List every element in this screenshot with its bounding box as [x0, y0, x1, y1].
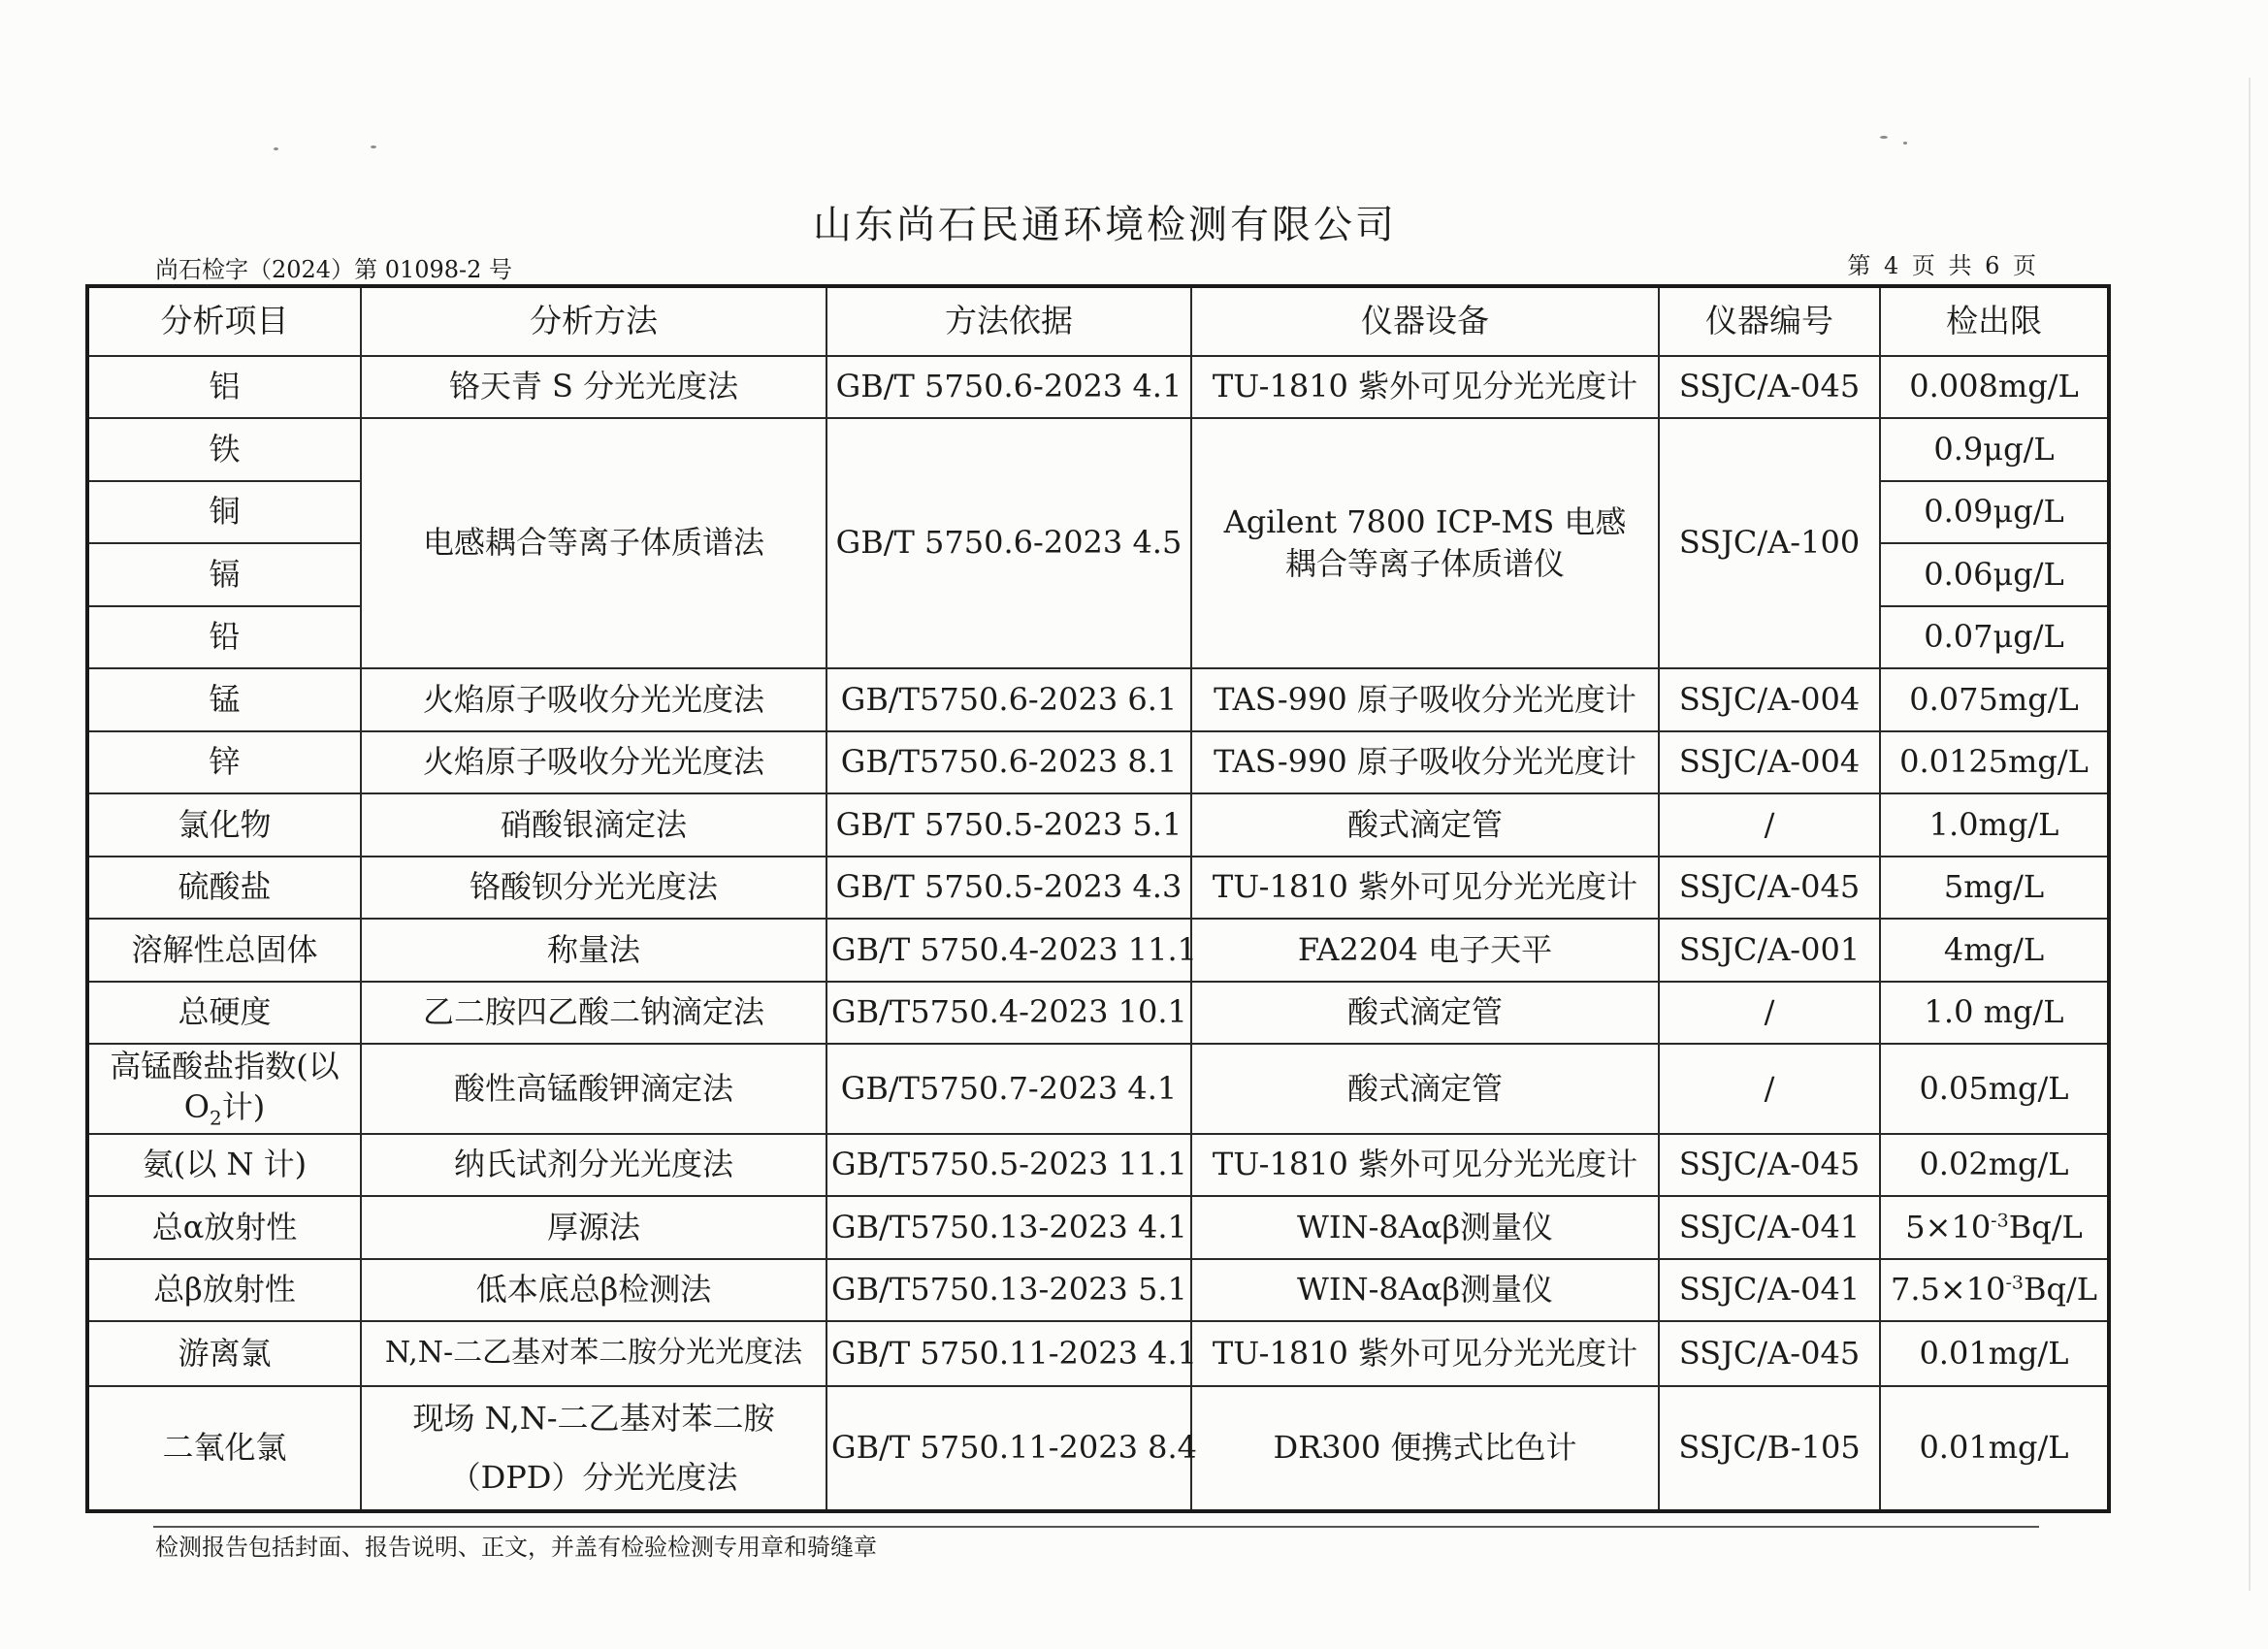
item-line-2: 计): [221, 1088, 266, 1126]
cell-basis: GB/T 5750.6-2023 4.1: [826, 356, 1191, 419]
cell-limit: 0.06μg/L: [1880, 543, 2109, 606]
cell-instrument-id: /: [1659, 982, 1880, 1045]
cell-basis: GB/T 5750.5-2023 5.1: [826, 793, 1191, 857]
cell-method: 称量法: [361, 919, 826, 982]
cell-method: 厚源法: [361, 1196, 826, 1259]
cell-instrument: 酸式滴定管: [1191, 1044, 1659, 1134]
cell-item: 总α放射性: [87, 1196, 361, 1259]
method-line-2: （DPD）分光光度法: [449, 1458, 738, 1496]
table-row: [87, 1321, 2109, 1386]
cell-instrument-id: SSJC/A-004: [1659, 731, 1880, 794]
table-row: [87, 1386, 2109, 1511]
cell-item: 镉: [87, 543, 361, 606]
cell-basis: GB/T 5750.4-2023 11.1: [826, 919, 1191, 982]
cell-item: 铁: [87, 418, 361, 481]
cell-item: 游离氯: [87, 1321, 361, 1386]
cell-instrument: DR300 便携式比色计: [1191, 1386, 1659, 1511]
table-row: [87, 356, 2109, 419]
cell-method: 火焰原子吸收分光光度法: [361, 731, 826, 794]
cell-limit: 0.0125mg/L: [1880, 731, 2109, 794]
cell-item: 溶解性总固体: [87, 919, 361, 982]
cell-basis: GB/T 5750.6-2023 4.5: [826, 418, 1191, 668]
header-instrument: 仪器设备: [1191, 286, 1659, 356]
limit-unit: Bq/L: [2008, 1208, 2083, 1245]
item-subscript: 2: [210, 1106, 222, 1130]
cell-instrument-id: SSJC/A-100: [1659, 418, 1880, 668]
cell-item: 总β放射性: [87, 1259, 361, 1322]
cell-limit: 0.09μg/L: [1880, 481, 2109, 544]
table-row: [87, 857, 2109, 920]
cell-instrument: 酸式滴定管: [1191, 982, 1659, 1045]
header-analysis-item: 分析项目: [87, 286, 361, 356]
cell-instrument: TU-1810 紫外可见分光光度计: [1191, 356, 1659, 419]
report-number: 尚石检字（2024）第 01098-2 号: [155, 256, 513, 283]
cell-instrument: TU-1810 紫外可见分光光度计: [1191, 857, 1659, 920]
cell-basis: GB/T 5750.11-2023 8.4: [826, 1386, 1191, 1511]
cell-method: 铬天青 S 分光光度法: [361, 356, 826, 419]
header-instrument-id: 仪器编号: [1659, 286, 1880, 356]
limit-exponent: -3: [1991, 1210, 2009, 1232]
cell-item: 铜: [87, 481, 361, 544]
cell-instrument: TU-1810 紫外可见分光光度计: [1191, 1321, 1659, 1386]
table-row: [87, 793, 2109, 857]
footer-note: 检测报告包括封面、报告说明、正文，并盖有检验检测专用章和骑缝章: [155, 1534, 877, 1561]
cell-item: 锌: [87, 731, 361, 794]
item-o: O: [183, 1088, 210, 1126]
table-row: [87, 1259, 2109, 1322]
cell-limit: [1880, 1196, 2109, 1259]
cell-limit: 4mg/L: [1880, 919, 2109, 982]
cell-method: 铬酸钡分光光度法: [361, 857, 826, 920]
cell-basis: GB/T5750.5-2023 11.1: [826, 1134, 1191, 1197]
cell-instrument-id: SSJC/A-045: [1659, 1134, 1880, 1197]
cell-item: 铝: [87, 356, 361, 419]
scan-speck: [371, 146, 376, 148]
cell-limit: 0.05mg/L: [1880, 1044, 2109, 1134]
cell-instrument: TAS-990 原子吸收分光光度计: [1191, 731, 1659, 794]
cell-method: 乙二胺四乙酸二钠滴定法: [361, 982, 826, 1045]
scan-speck: [1903, 142, 1907, 145]
cell-instrument-id: /: [1659, 1044, 1880, 1134]
scan-speck: [1880, 136, 1888, 139]
cell-item: 锰: [87, 668, 361, 731]
cell-method: 酸性高锰酸钾滴定法: [361, 1044, 826, 1134]
scan-speck: [274, 147, 278, 150]
header-method-basis: 方法依据: [826, 286, 1191, 356]
cell-method: 纳氏试剂分光光度法: [361, 1134, 826, 1197]
cell-instrument: WIN-8Aαβ测量仪: [1191, 1196, 1659, 1259]
cell-instrument-id: SSJC/A-045: [1659, 857, 1880, 920]
cell-method: 低本底总β检测法: [361, 1259, 826, 1322]
table-row: [87, 731, 2109, 794]
cell-instrument-id: SSJC/B-105: [1659, 1386, 1880, 1511]
cell-basis: GB/T5750.6-2023 6.1: [826, 668, 1191, 731]
method-line-1: 现场 N,N-二乙基对苯二胺: [412, 1400, 775, 1438]
header-analysis-method: 分析方法: [361, 286, 826, 356]
table-row: [87, 1196, 2109, 1259]
page-number: 第 4 页 共 6 页: [1847, 252, 2039, 279]
cell-instrument: Agilent 7800 ICP-MS 电感耦合等离子体质谱仪: [1191, 418, 1659, 668]
cell-instrument: TAS-990 原子吸收分光光度计: [1191, 668, 1659, 731]
cell-limit: 0.01mg/L: [1880, 1321, 2109, 1386]
cell-limit: 0.07μg/L: [1880, 606, 2109, 669]
cell-item: [87, 1044, 361, 1134]
cell-limit: 0.9μg/L: [1880, 418, 2109, 481]
cell-basis: GB/T5750.13-2023 4.1: [826, 1196, 1191, 1259]
cell-method: 电感耦合等离子体质谱法: [361, 418, 826, 668]
cell-item: 铅: [87, 606, 361, 669]
cell-instrument: TU-1810 紫外可见分光光度计: [1191, 1134, 1659, 1197]
cell-item: 总硬度: [87, 982, 361, 1045]
cell-limit: 0.02mg/L: [1880, 1134, 2109, 1197]
cell-method: 火焰原子吸收分光光度法: [361, 668, 826, 731]
cell-instrument: 酸式滴定管: [1191, 793, 1659, 857]
cell-instrument-id: SSJC/A-004: [1659, 668, 1880, 731]
limit-base: 7.5×10: [1891, 1271, 2006, 1309]
cell-limit: 0.075mg/L: [1880, 668, 2109, 731]
company-title: 山东尚石民通环境检测有限公司: [813, 203, 1397, 247]
cell-basis: GB/T5750.4-2023 10.1: [826, 982, 1191, 1045]
cell-instrument-id: SSJC/A-041: [1659, 1259, 1880, 1322]
table-row: [87, 1044, 2109, 1134]
cell-basis: GB/T 5750.5-2023 4.3: [826, 857, 1191, 920]
cell-basis: GB/T5750.13-2023 5.1: [826, 1259, 1191, 1322]
cell-instrument: FA2204 电子天平: [1191, 919, 1659, 982]
cell-item: 氨(以 N 计): [87, 1134, 361, 1197]
cell-item: 氯化物: [87, 793, 361, 857]
limit-exponent: -3: [2005, 1272, 2024, 1294]
header-detection-limit: 检出限: [1880, 286, 2109, 356]
cell-basis: GB/T 5750.11-2023 4.1: [826, 1321, 1191, 1386]
cell-limit: [1880, 1259, 2109, 1322]
analysis-method-table: [85, 284, 2111, 1513]
cell-basis: GB/T5750.6-2023 8.1: [826, 731, 1191, 794]
table-row: [87, 668, 2109, 731]
cell-instrument-id: SSJC/A-045: [1659, 1321, 1880, 1386]
cell-instrument-id: /: [1659, 793, 1880, 857]
cell-instrument-id: SSJC/A-041: [1659, 1196, 1880, 1259]
cell-limit: 5mg/L: [1880, 857, 2109, 920]
scan-edge: [2249, 78, 2251, 1591]
cell-basis: GB/T5750.7-2023 4.1: [826, 1044, 1191, 1134]
item-line-1: 高锰酸盐指数(以: [110, 1048, 340, 1085]
cell-method: N,N-二乙基对苯二胺分光光度法: [361, 1321, 826, 1386]
cell-limit: 0.01mg/L: [1880, 1386, 2109, 1511]
cell-instrument-id: SSJC/A-045: [1659, 356, 1880, 419]
limit-unit: Bq/L: [2023, 1271, 2097, 1309]
cell-instrument-id: SSJC/A-001: [1659, 919, 1880, 982]
table-header-row: [87, 286, 2109, 356]
cell-limit: 1.0mg/L: [1880, 793, 2109, 857]
table-row: [87, 1134, 2109, 1197]
cell-instrument: WIN-8Aαβ测量仪: [1191, 1259, 1659, 1322]
table-row: [87, 919, 2109, 982]
cell-item: 硫酸盐: [87, 857, 361, 920]
table-row: [87, 418, 2109, 481]
cell-limit: 1.0 mg/L: [1880, 982, 2109, 1045]
table-row: [87, 982, 2109, 1045]
limit-base: 5×10: [1905, 1208, 1992, 1245]
cell-method: [361, 1386, 826, 1511]
cell-method: 硝酸银滴定法: [361, 793, 826, 857]
cell-limit: 0.008mg/L: [1880, 356, 2109, 419]
cell-item: 二氧化氯: [87, 1386, 361, 1511]
